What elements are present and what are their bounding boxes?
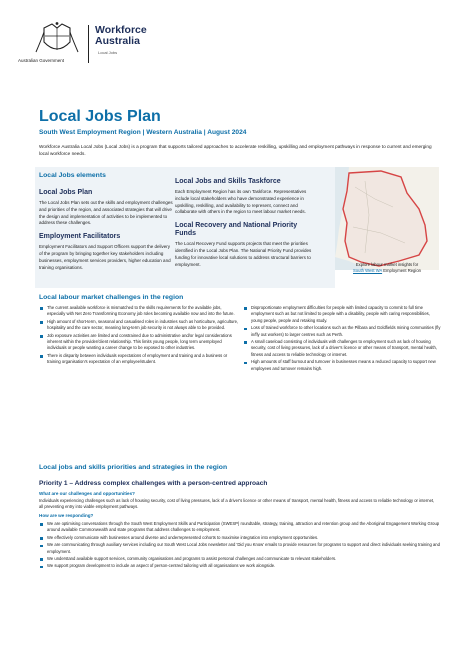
challenges-question: What are our challenges and opportunities?: [39, 491, 135, 496]
list-item: High amount of short-term, seasonal and casualised roles in industries such as horticulture, agriculture, hospitality and the care sector, meaning long-term job security is not always able to be provided.: [39, 319, 239, 332]
element-title: Local Recovery and National Priority Funds: [175, 222, 298, 238]
gov-label: Australian Government: [18, 58, 65, 63]
workforce-australia-logo: Workforce Australia: [95, 24, 147, 47]
response-question: How are we responding?: [39, 513, 94, 518]
responses-list: [39, 521, 444, 571]
priorities-heading: Local jobs and skills priorities and strategies in the region: [39, 464, 228, 471]
list-item: The current available workforce is mismatched to the skills requirements for the available jobs, especially with Net Zero Transforming Economy job roles becoming available now and into the future.: [39, 305, 239, 318]
logo-divider: [88, 25, 89, 63]
map-caption: Explore labour market insights for South West WA Employment Region: [353, 262, 421, 273]
element-text: The Local Recovery Fund supports projects that meet the priorities identified in the Local Jobs Plan. The National Priority Fund provides funding for innovative local solutions to address structural barriers to employment.: [175, 241, 312, 267]
list-item: There is disparity between individuals expectations of employment and training and a business or training organisation's expectation of an employee/student.: [39, 353, 239, 366]
element-text: Employment Facilitators and Support Officers support the delivery of the program by bringing together key stakeholders including businesses, employment services providers, higher education and training organisations.: [39, 244, 171, 270]
region-map[interactable]: [335, 167, 439, 270]
challenges-right-list: [243, 305, 441, 373]
element-text: The Local Jobs Plan sets out the skills and employment challenges and priorities of the region, and associated strategies that will drive the design and implementation of activities to be implemented to address these challenges.: [39, 200, 173, 226]
challenges-answer: Individuals experiencing challenges such as lack of housing security, cost of living pressures, lack of a driver's licence or other means of transport, mental health, fitness and access to reliable technology or internet, all preventing entry into viable employment pathways.: [39, 498, 435, 510]
list-item: We support program development to include an aspect of person-centred tailoring with all organisations we work alongside.: [39, 563, 444, 569]
list-item: A small caseload consisting of individuals with challenges to employment such as lack of housing security, cost of living pressures, lack of a driver's licence or other means of transport, mental health, fitness and access to reliable technology or internet.: [243, 339, 441, 358]
list-item: Loss of trained workforce to other locations such as the Pilbara and Goldfields mining communities (fly in/fly out workers) to larger centres such as Perth.: [243, 325, 441, 338]
element-text: Each Employment Region has its own Taskforce. Representatives include local stakeholders who have demonstrated experience in upskilling, reskilling, and availability to represent, connect and collaborate with others in the region to meet labour market needs.: [175, 189, 307, 215]
elements-right-column: [175, 178, 315, 274]
element-title: Local Jobs and Skills Taskforce: [175, 178, 281, 185]
page-header: [0, 0, 469, 88]
priority-1-title: Priority 1 – Address complex challenges with a person-centred approach: [39, 480, 268, 487]
element-title: Local Jobs Plan: [39, 189, 93, 196]
elements-left-column: [39, 189, 174, 277]
brand-sub-label: Local Jobs: [98, 50, 118, 55]
labour-market-heading: Local labour market challenges in the region: [39, 294, 184, 301]
list-item: We are communicating through auxiliary services including our South West Local Jobs newsletter and 'Did you Know' emails to provide resources for programs to support and direct individuals seeking training and employment.: [39, 542, 444, 555]
challenges-left-list: [39, 305, 239, 367]
coat-of-arms-icon: [34, 22, 80, 58]
intro-paragraph: Workforce Australia Local Jobs (Local Jobs) is a program that supports tailored approaches to accelerate reskilling, upskilling and employment pathways in response to current and emerging local workforce needs.: [39, 144, 432, 156]
list-item: We effectively communicate with businesses around diverse and underrepresented cohorts to maximise integration into employment opportunities.: [39, 535, 444, 541]
page-subtitle: South West Employment Region | Western Australia | August 2024: [39, 129, 247, 136]
page-title: Local Jobs Plan: [39, 108, 161, 125]
south-west-wa-link[interactable]: South West WA: [353, 268, 383, 273]
list-item: We are optimising conversations through the South West Employment Skills and Participation (SWESP) roundtable, strategy, training, attraction and retention group and the Aboriginal Engagement Working Group around available Commonwealth and state programs that address challenges to employment.: [39, 521, 444, 534]
elements-heading: Local Jobs elements: [39, 172, 106, 179]
list-item: We understand available support services, community organisations and programs to assist personal challenges and communicate to relevant stakeholders.: [39, 556, 444, 562]
list-item: Disproportionate employment difficulties for people with limited capacity to commit to full time employment such as but not limited to people with a disability, people with caring responsibilities, young people, people and retaking study.: [243, 305, 441, 324]
element-title: Employment Facilitators: [39, 233, 121, 241]
list-item: High amounts of staff burnout and turnover in businesses means a reduced capacity to support new employees and turnover remains high.: [243, 359, 441, 372]
list-item: Job exposure activities are limited and constrained due to administrative and/or legal considerations inherent within the provider/client relationship. This limits young people, long term unemployed individuals or people wanting a career change to be exposed to other industries.: [39, 333, 239, 352]
